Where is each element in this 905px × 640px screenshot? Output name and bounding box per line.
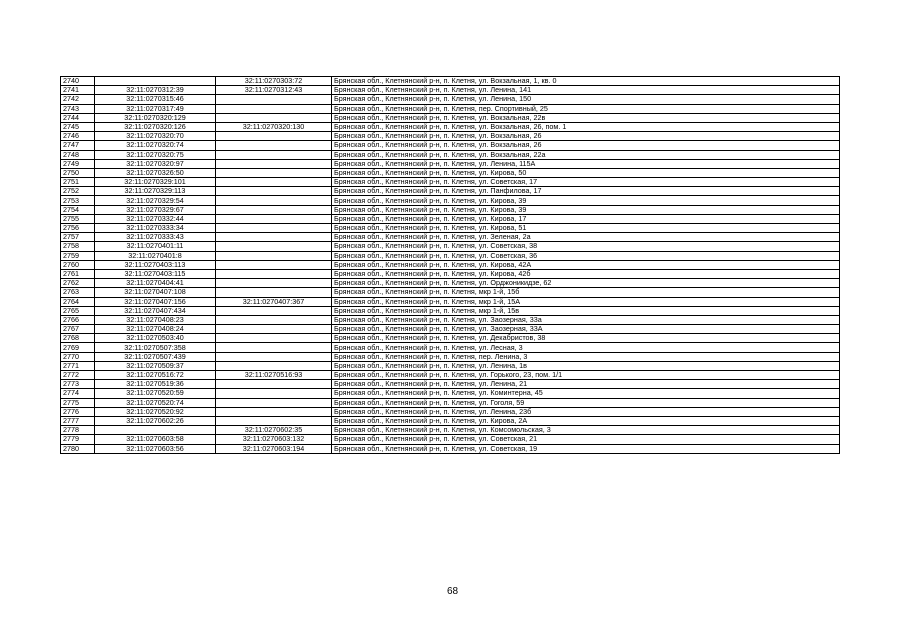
table-row (61, 141, 840, 150)
cadastral-number-cell: 32:11:0270333:34 (95, 224, 216, 233)
related-cadastral-number-cell (216, 279, 332, 288)
row-number-cell: 2779 (61, 435, 95, 444)
related-cadastral-number-cell (216, 242, 332, 251)
address-cell: Брянская обл., Клетнянский р-н, п. Клетня, ул. Орджоникидзе, 62 (332, 279, 840, 288)
cadastral-number-cell: 32:11:0270516:72 (95, 371, 216, 380)
related-cadastral-number-cell (216, 205, 332, 214)
address-cell: Брянская обл., Клетнянский р-н, п. Клетня, ул. Комсомольская, 3 (332, 426, 840, 435)
related-cadastral-number-cell (216, 233, 332, 242)
address-cell: Брянская обл., Клетнянский р-н, п. Клетня, ул. Кирова, 39 (332, 196, 840, 205)
row-number-cell: 2751 (61, 178, 95, 187)
address-cell: Брянская обл., Клетнянский р-н, п. Клетня, мкр 1-й, 15в (332, 306, 840, 315)
related-cadastral-number-cell (216, 214, 332, 223)
related-cadastral-number-cell: 32:11:0270603:194 (216, 444, 332, 453)
row-number-cell: 2758 (61, 242, 95, 251)
related-cadastral-number-cell (216, 196, 332, 205)
cadastral-number-cell: 32:11:0270407:434 (95, 306, 216, 315)
address-cell: Брянская обл., Клетнянский р-н, п. Клетня, пер. Ленина, 3 (332, 352, 840, 361)
row-number-cell: 2747 (61, 141, 95, 150)
address-cell: Брянская обл., Клетнянский р-н, п. Клетня, ул. Кирова, 42А (332, 260, 840, 269)
table-row (61, 361, 840, 370)
address-cell: Брянская обл., Клетнянский р-н, п. Клетня, ул. Кирова, 50 (332, 168, 840, 177)
row-number-cell: 2761 (61, 269, 95, 278)
page-number: 68 (446, 586, 459, 597)
cadastral-number-cell: 32:11:0270519:36 (95, 380, 216, 389)
table-row (61, 233, 840, 242)
row-number-cell: 2760 (61, 260, 95, 269)
row-number-cell: 2743 (61, 104, 95, 113)
row-number-cell: 2752 (61, 187, 95, 196)
row-number-cell: 2744 (61, 113, 95, 122)
cadastral-number-cell: 32:11:0270603:56 (95, 444, 216, 453)
cadastral-number-cell: 32:11:0270404:41 (95, 279, 216, 288)
cadastral-number-cell: 32:11:0270329:54 (95, 196, 216, 205)
row-number-cell: 2767 (61, 325, 95, 334)
address-cell: Брянская обл., Клетнянский р-н, п. Клетня, ул. Кирова, 42б (332, 269, 840, 278)
row-number-cell: 2757 (61, 233, 95, 242)
row-number-cell: 2759 (61, 251, 95, 260)
address-cell: Брянская обл., Клетнянский р-н, п. Клетня, ул. Советская, 36 (332, 251, 840, 260)
related-cadastral-number-cell (216, 306, 332, 315)
table-row (61, 95, 840, 104)
cadastral-number-cell: 32:11:0270503:40 (95, 334, 216, 343)
row-number-cell: 2766 (61, 315, 95, 324)
related-cadastral-number-cell (216, 159, 332, 168)
address-cell: Брянская обл., Клетнянский р-н, п. Клетня, ул. Вокзальная, 26, пом. 1 (332, 122, 840, 131)
address-cell: Брянская обл., Клетнянский р-н, п. Клетня, ул. Коминтерна, 45 (332, 389, 840, 398)
row-number-cell: 2765 (61, 306, 95, 315)
cadastral-number-cell: 32:11:0270407:108 (95, 288, 216, 297)
table-row (61, 224, 840, 233)
related-cadastral-number-cell (216, 260, 332, 269)
related-cadastral-number-cell: 32:11:0270602:35 (216, 426, 332, 435)
related-cadastral-number-cell (216, 168, 332, 177)
table-row (61, 389, 840, 398)
row-number-cell: 2745 (61, 122, 95, 131)
address-cell: Брянская обл., Клетнянский р-н, п. Клетня, ул. Зеленая, 2а (332, 233, 840, 242)
cadastral-number-cell: 32:11:0270317:49 (95, 104, 216, 113)
table-row (61, 242, 840, 251)
cadastral-number-cell: 32:11:0270315:46 (95, 95, 216, 104)
address-cell: Брянская обл., Клетнянский р-н, п. Клетня, ул. Кирова, 17 (332, 214, 840, 223)
table-row (61, 325, 840, 334)
row-number-cell: 2754 (61, 205, 95, 214)
related-cadastral-number-cell (216, 380, 332, 389)
address-cell: Брянская обл., Клетнянский р-н, п. Клетня, ул. Заозерная, 33А (332, 325, 840, 334)
table-row (61, 104, 840, 113)
address-cell: Брянская обл., Клетнянский р-н, п. Клетня, мкр 1-й, 15А (332, 297, 840, 306)
row-number-cell: 2768 (61, 334, 95, 343)
table-row (61, 288, 840, 297)
table-row (61, 297, 840, 306)
related-cadastral-number-cell: 32:11:0270407:367 (216, 297, 332, 306)
table-row (61, 205, 840, 214)
table-row (61, 159, 840, 168)
address-cell: Брянская обл., Клетнянский р-н, п. Клетня, ул. Вокзальная, 26 (332, 132, 840, 141)
table-row (61, 77, 840, 86)
row-number-cell: 2776 (61, 407, 95, 416)
cadastral-number-cell: 32:11:0270320:97 (95, 159, 216, 168)
table-row (61, 251, 840, 260)
table-row (61, 260, 840, 269)
address-cell: Брянская обл., Клетнянский р-н, п. Клетня, ул. Кирова, 51 (332, 224, 840, 233)
cadastral-number-cell: 32:11:0270312:39 (95, 86, 216, 95)
row-number-cell: 2740 (61, 77, 95, 86)
registry-table-body (61, 77, 840, 454)
cadastral-number-cell: 32:11:0270320:129 (95, 113, 216, 122)
address-cell: Брянская обл., Клетнянский р-н, п. Клетня, ул. Ленина, 150 (332, 95, 840, 104)
row-number-cell: 2771 (61, 361, 95, 370)
address-cell: Брянская обл., Клетнянский р-н, п. Клетня, ул. Кирова, 2А (332, 416, 840, 425)
cadastral-number-cell: 32:11:0270333:43 (95, 233, 216, 242)
table-row (61, 315, 840, 324)
cadastral-number-cell: 32:11:0270509:37 (95, 361, 216, 370)
related-cadastral-number-cell (216, 325, 332, 334)
row-number-cell: 2772 (61, 371, 95, 380)
cadastral-number-cell: 32:11:0270520:92 (95, 407, 216, 416)
related-cadastral-number-cell: 32:11:0270312:43 (216, 86, 332, 95)
cadastral-number-cell: 32:11:0270407:156 (95, 297, 216, 306)
address-cell: Брянская обл., Клетнянский р-н, п. Клетня, ул. Горького, 23, пом. 1/1 (332, 371, 840, 380)
address-cell: Брянская обл., Клетнянский р-н, п. Клетня, ул. Советская, 38 (332, 242, 840, 251)
table-row (61, 435, 840, 444)
related-cadastral-number-cell (216, 141, 332, 150)
cadastral-number-cell: 32:11:0270408:23 (95, 315, 216, 324)
related-cadastral-number-cell (216, 398, 332, 407)
cadastral-number-cell: 32:11:0270520:59 (95, 389, 216, 398)
related-cadastral-number-cell (216, 407, 332, 416)
table-row (61, 407, 840, 416)
row-number-cell: 2750 (61, 168, 95, 177)
cadastral-number-cell: 32:11:0270329:101 (95, 178, 216, 187)
related-cadastral-number-cell (216, 132, 332, 141)
cadastral-number-cell: 32:11:0270408:24 (95, 325, 216, 334)
address-cell: Брянская обл., Клетнянский р-н, п. Клетня, ул. Вокзальная, 22в (332, 113, 840, 122)
address-cell: Брянская обл., Клетнянский р-н, п. Клетня, ул. Вокзальная, 26 (332, 141, 840, 150)
cadastral-number-cell: 32:11:0270520:74 (95, 398, 216, 407)
cadastral-number-cell: 32:11:0270326:50 (95, 168, 216, 177)
table-row (61, 416, 840, 425)
row-number-cell: 2741 (61, 86, 95, 95)
table-row (61, 122, 840, 131)
address-cell: Брянская обл., Клетнянский р-н, п. Клетня, ул. Вокзальная, 1, кв. 0 (332, 77, 840, 86)
related-cadastral-number-cell (216, 178, 332, 187)
cadastral-number-cell: 32:11:0270401:11 (95, 242, 216, 251)
related-cadastral-number-cell (216, 150, 332, 159)
related-cadastral-number-cell: 32:11:0270516:93 (216, 371, 332, 380)
address-cell: Брянская обл., Клетнянский р-н, п. Клетня, мкр 1-й, 15б (332, 288, 840, 297)
table-row (61, 398, 840, 407)
property-registry-table (60, 76, 840, 454)
address-cell: Брянская обл., Клетнянский р-н, п. Клетня, ул. Ленина, 21 (332, 380, 840, 389)
table-row (61, 426, 840, 435)
cadastral-number-cell: 32:11:0270507:358 (95, 343, 216, 352)
row-number-cell: 2742 (61, 95, 95, 104)
related-cadastral-number-cell (216, 361, 332, 370)
table-row (61, 269, 840, 278)
row-number-cell: 2749 (61, 159, 95, 168)
related-cadastral-number-cell: 32:11:0270320:130 (216, 122, 332, 131)
cadastral-number-cell: 32:11:0270401:8 (95, 251, 216, 260)
address-cell: Брянская обл., Клетнянский р-н, п. Клетня, ул. Ленина, 141 (332, 86, 840, 95)
related-cadastral-number-cell (216, 389, 332, 398)
address-cell: Брянская обл., Клетнянский р-н, п. Клетня, ул. Ленина, 115А (332, 159, 840, 168)
address-cell: Брянская обл., Клетнянский р-н, п. Клетня, ул. Вокзальная, 22а (332, 150, 840, 159)
address-cell: Брянская обл., Клетнянский р-н, п. Клетня, ул. Ленина, 23б (332, 407, 840, 416)
cadastral-number-cell (95, 426, 216, 435)
cadastral-number-cell: 32:11:0270403:113 (95, 260, 216, 269)
table-row (61, 150, 840, 159)
row-number-cell: 2780 (61, 444, 95, 453)
table-row (61, 334, 840, 343)
address-cell: Брянская обл., Клетнянский р-н, п. Клетня, ул. Декабристов, 38 (332, 334, 840, 343)
related-cadastral-number-cell (216, 334, 332, 343)
related-cadastral-number-cell (216, 224, 332, 233)
related-cadastral-number-cell (216, 269, 332, 278)
row-number-cell: 2764 (61, 297, 95, 306)
table-row (61, 352, 840, 361)
table-row (61, 113, 840, 122)
table-row (61, 168, 840, 177)
related-cadastral-number-cell (216, 416, 332, 425)
row-number-cell: 2755 (61, 214, 95, 223)
cadastral-number-cell: 32:11:0270320:75 (95, 150, 216, 159)
cadastral-number-cell: 32:11:0270332:44 (95, 214, 216, 223)
row-number-cell: 2769 (61, 343, 95, 352)
address-cell: Брянская обл., Клетнянский р-н, п. Клетня, ул. Советская, 17 (332, 178, 840, 187)
address-cell: Брянская обл., Клетнянский р-н, п. Клетня, ул. Гоголя, 59 (332, 398, 840, 407)
related-cadastral-number-cell (216, 113, 332, 122)
related-cadastral-number-cell (216, 187, 332, 196)
related-cadastral-number-cell (216, 95, 332, 104)
table-row (61, 380, 840, 389)
related-cadastral-number-cell (216, 104, 332, 113)
cadastral-number-cell: 32:11:0270603:58 (95, 435, 216, 444)
cadastral-number-cell: 32:11:0270329:67 (95, 205, 216, 214)
cadastral-number-cell: 32:11:0270320:74 (95, 141, 216, 150)
row-number-cell: 2778 (61, 426, 95, 435)
cadastral-number-cell: 32:11:0270320:70 (95, 132, 216, 141)
cadastral-number-cell: 32:11:0270320:126 (95, 122, 216, 131)
table-row (61, 178, 840, 187)
address-cell: Брянская обл., Клетнянский р-н, п. Клетня, ул. Советская, 19 (332, 444, 840, 453)
row-number-cell: 2770 (61, 352, 95, 361)
row-number-cell: 2753 (61, 196, 95, 205)
row-number-cell: 2774 (61, 389, 95, 398)
related-cadastral-number-cell: 32:11:0270603:132 (216, 435, 332, 444)
table-row (61, 306, 840, 315)
address-cell: Брянская обл., Клетнянский р-н, п. Клетня, пер. Спортивный, 25 (332, 104, 840, 113)
cadastral-number-cell: 32:11:0270329:113 (95, 187, 216, 196)
related-cadastral-number-cell (216, 251, 332, 260)
cadastral-number-cell: 32:11:0270602:26 (95, 416, 216, 425)
row-number-cell: 2756 (61, 224, 95, 233)
address-cell: Брянская обл., Клетнянский р-н, п. Клетня, ул. Лесная, 3 (332, 343, 840, 352)
table-row (61, 86, 840, 95)
row-number-cell: 2746 (61, 132, 95, 141)
table-row (61, 196, 840, 205)
row-number-cell: 2748 (61, 150, 95, 159)
address-cell: Брянская обл., Клетнянский р-н, п. Клетня, ул. Кирова, 39 (332, 205, 840, 214)
related-cadastral-number-cell (216, 315, 332, 324)
row-number-cell: 2775 (61, 398, 95, 407)
related-cadastral-number-cell (216, 343, 332, 352)
table-row (61, 371, 840, 380)
table-row (61, 132, 840, 141)
cadastral-number-cell: 32:11:0270507:439 (95, 352, 216, 361)
table-row (61, 444, 840, 453)
row-number-cell: 2763 (61, 288, 95, 297)
address-cell: Брянская обл., Клетнянский р-н, п. Клетня, ул. Ленина, 1в (332, 361, 840, 370)
table-row (61, 214, 840, 223)
address-cell: Брянская обл., Клетнянский р-н, п. Клетня, ул. Заозерная, 33а (332, 315, 840, 324)
table-row (61, 343, 840, 352)
cadastral-number-cell (95, 77, 216, 86)
table-row (61, 187, 840, 196)
row-number-cell: 2777 (61, 416, 95, 425)
address-cell: Брянская обл., Клетнянский р-н, п. Клетня, ул. Советская, 21 (332, 435, 840, 444)
row-number-cell: 2762 (61, 279, 95, 288)
related-cadastral-number-cell (216, 288, 332, 297)
cadastral-number-cell: 32:11:0270403:115 (95, 269, 216, 278)
related-cadastral-number-cell: 32:11:0270303:72 (216, 77, 332, 86)
address-cell: Брянская обл., Клетнянский р-н, п. Клетня, ул. Панфилова, 17 (332, 187, 840, 196)
row-number-cell: 2773 (61, 380, 95, 389)
related-cadastral-number-cell (216, 352, 332, 361)
table-row (61, 279, 840, 288)
